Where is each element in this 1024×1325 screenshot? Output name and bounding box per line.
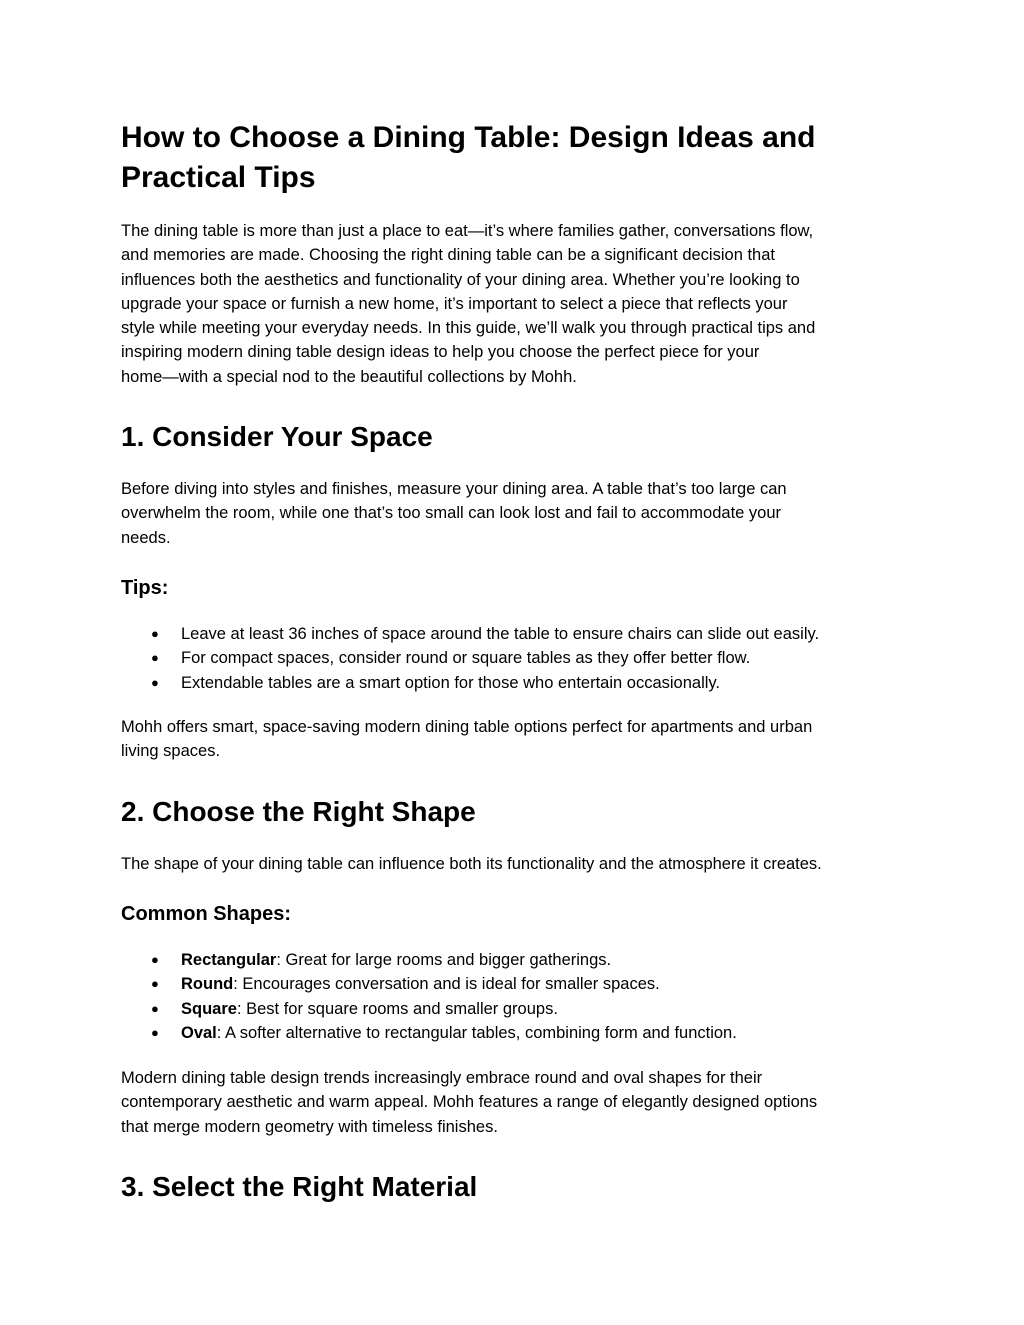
intro-paragraph xyxy=(121,219,815,389)
paragraph-line: Mohh offers smart, space-saving modern dining table options perfect for apartments and urban xyxy=(121,718,813,736)
intro-line: influences both the aesthetics and functionality of your dining area. Whether you’re looking to xyxy=(121,270,800,289)
list-item-text: Extendable tables are a smart option for those who entertain occasionally. xyxy=(181,673,721,692)
section-1-closing xyxy=(121,715,812,764)
intro-line: home—with a special nod to the beautiful collections by Mohh. xyxy=(121,367,577,386)
shape-term: Rectangular xyxy=(181,951,277,969)
title-line-1: How to Choose a Dining Table: Design Ideas and xyxy=(121,121,816,154)
bullet-icon: ● xyxy=(151,650,159,666)
intro-line: upgrade your space or furnish a new home, it’s important to select a piece that reflects your xyxy=(121,294,788,313)
list-item xyxy=(121,997,737,1021)
paragraph-line: overwhelm the room, while one that’s too small can look lost and fail to accommodate your xyxy=(121,504,782,523)
shape-description: : Best for square rooms and smaller groups. xyxy=(236,999,558,1018)
document-title xyxy=(121,118,881,198)
paragraph-line: The shape of your dining table can influence both its functionality and the atmosphere it creates. xyxy=(121,855,822,873)
section-2-heading: 2. Choose the Right Shape xyxy=(121,796,476,827)
section-3-heading: 3. Select the Right Material xyxy=(121,1171,478,1202)
section-2-subheading: Common Shapes: xyxy=(121,903,292,925)
paragraph-line: contemporary aesthetic and warm appeal. Mohh features a range of elegantly designed options xyxy=(121,1093,818,1112)
bullet-icon: ● xyxy=(151,1000,159,1016)
section-2-closing xyxy=(121,1066,817,1139)
intro-line: The dining table is more than just a place to eat—it’s where families gather, conversations flow, xyxy=(121,222,814,240)
bullet-icon: ● xyxy=(151,674,159,690)
shape-term: Oval xyxy=(181,1023,217,1042)
section-1-paragraph xyxy=(121,477,787,550)
shape-description: : Encourages conversation and is ideal for smaller spaces. xyxy=(233,975,660,994)
paragraph-line: needs. xyxy=(121,528,171,547)
tips-list xyxy=(121,622,819,695)
intro-line: and memories are made. Choosing the right dining table can be a significant decision that xyxy=(121,246,775,265)
bullet-icon: ● xyxy=(151,626,159,641)
bullet-icon: ● xyxy=(151,952,159,967)
shape-term: Square xyxy=(181,999,237,1018)
list-item xyxy=(121,671,819,695)
paragraph-line: Before diving into styles and finishes, measure your dining area. A table that’s too large can xyxy=(121,480,787,498)
intro-line: style while meeting your everyday needs. In this guide, we’ll walk you through practical tips and xyxy=(121,319,816,338)
paragraph-line: Modern dining table design trends increasingly embrace round and oval shapes for their xyxy=(121,1069,763,1087)
list-item xyxy=(121,1021,737,1045)
shapes-list xyxy=(121,948,737,1045)
list-item xyxy=(121,972,737,996)
bullet-icon: ● xyxy=(151,976,159,992)
title-line-2: Practical Tips xyxy=(121,161,316,194)
section-2-paragraph xyxy=(121,852,822,876)
paragraph-line: living spaces. xyxy=(121,742,221,761)
list-item xyxy=(121,646,819,670)
list-item-text: Leave at least 36 inches of space around the table to ensure chairs can slide out easily. xyxy=(181,625,820,643)
section-1-subheading: Tips: xyxy=(121,577,169,599)
shape-term: Round xyxy=(181,975,234,994)
bullet-icon: ● xyxy=(151,1024,159,1040)
shape-description: : A softer alternative to rectangular tables, combining form and function. xyxy=(216,1023,737,1042)
list-item xyxy=(121,622,819,646)
list-item xyxy=(121,948,737,972)
list-item-text: For compact spaces, consider round or square tables as they offer better flow. xyxy=(181,649,751,668)
paragraph-line: that merge modern geometry with timeless finishes. xyxy=(121,1117,498,1136)
shape-description: : Great for large rooms and bigger gatherings. xyxy=(276,951,612,969)
section-1-heading: 1. Consider Your Space xyxy=(121,421,433,452)
intro-line: inspiring modern dining table design ideas to help you choose the perfect piece for your xyxy=(121,343,760,362)
